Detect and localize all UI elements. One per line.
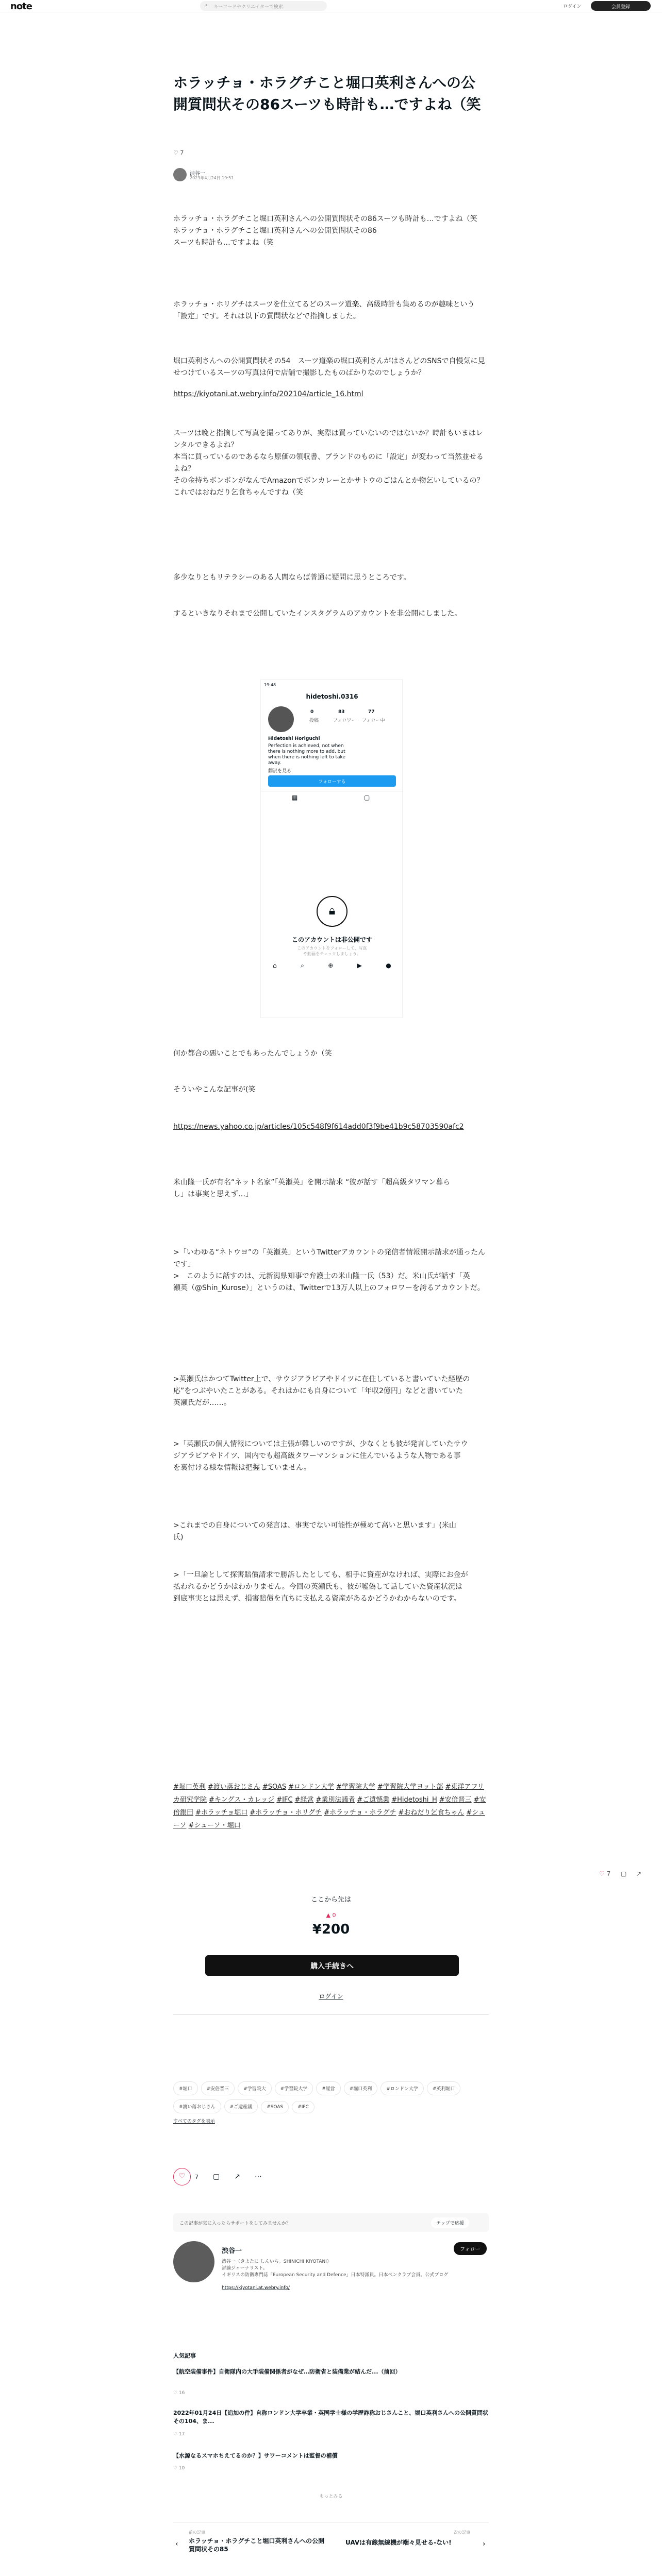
prev-label: 前の記事 [189, 2530, 205, 2535]
tag-pill[interactable]: #渡い落おじさん [173, 2099, 221, 2113]
paragraph: ホラッチョ・ホリグチはスーツを仕立てるどのスーツ道楽、高級時計も集めるのが趣味という「設定」です。それは以下の質問状などで指摘しました。 [173, 300, 475, 320]
popular-likes: ♡ 16 [173, 2391, 185, 2396]
like-count: 7 [195, 2173, 198, 2180]
next-label: 次の記事 [454, 2530, 470, 2535]
paragraph: 米山隆一氏が有名“ネット名家”「英瀬英」を開示請求 “彼が話す「超高級タワマン暮ら し」は事実と思えず…」 [173, 1178, 451, 1198]
more-icon[interactable]: ⋯ [254, 2173, 262, 2181]
hashtag[interactable]: #堀口英利 [173, 1783, 206, 1791]
posts-label: 投稿 [309, 718, 319, 723]
paragraph: 何か都合の悪いことでもあったんでしょうか（笑 [173, 1049, 332, 1058]
instagram-screenshot [260, 679, 403, 1018]
heart-icon: ♡ [599, 1870, 607, 1877]
bottom-nav [261, 962, 403, 970]
support-text: この記事が気に入ったらサポートをしてみませんか？ [179, 2221, 291, 2226]
note-logo[interactable]: note [10, 1, 32, 12]
price: ¥200 [312, 1922, 350, 1937]
paragraph: 多少なりともリテラシーのある人間ならば普通に疑問に思うところです。 [173, 573, 411, 582]
comment-icon[interactable]: ▢ [213, 2173, 220, 2181]
creator-blog-link[interactable]: https://kiyotani.at.webry.info/ [222, 2285, 290, 2291]
profile-icon: ● [386, 962, 391, 969]
hashtag[interactable]: #学習院大学 [336, 1783, 375, 1791]
like-count-top[interactable] [173, 149, 184, 156]
profile-name: Hidetoshi Horiguchi [268, 736, 320, 741]
tag-pill[interactable]: #経営 [316, 2081, 341, 2095]
quote: >「英瀬氏の個人情報については主張が難しいのですが、少なくとも彼が発言していたサウ ジアラビアやドイツ、国内でも超高級タワーマンションに住んでいるような人物である事 を裏付ける様な情報は把握していません。 [173, 1440, 468, 1472]
popular-likes: ♡ 10 [173, 2466, 185, 2471]
hashtag[interactable]: #おねだり乞食ちゃん [398, 1809, 465, 1817]
login-link[interactable]: ログイン [319, 1993, 343, 2000]
post-date: 2023年4月24日 19:51 [190, 176, 234, 180]
tag-pill[interactable]: #学習院大学 [275, 2081, 313, 2095]
paywall-label: ここから先は [310, 1896, 351, 1904]
tag-pill[interactable]: #安倍晋三 [201, 2081, 235, 2095]
hashtag[interactable]: #ロンドン大学 [288, 1783, 335, 1791]
site-header [0, 0, 662, 12]
hashtag-list [173, 1781, 489, 1832]
buy-count: ▲ 0 [326, 1912, 336, 1919]
hashtag[interactable]: #渡い落おじさん [207, 1783, 260, 1791]
divider [173, 2014, 489, 2015]
purchase-button[interactable]: 購入手続きへ [205, 1955, 459, 1976]
quote: >これまでの自身についての発言は、事実でない可能性が極めて高いと思います」(米山 氏) [173, 1521, 456, 1541]
search-input[interactable] [200, 1, 327, 11]
paragraph: ホラッチョ・ホラグチこと堀口英利さんへの公開質問状その86スーツも時計も…ですよね（笑 ホラッチョ・ホラグチこと堀口英利さんへの公開質問状その86 スーツも時計も…ですよね（笑 [173, 215, 477, 247]
author-name[interactable]: 渋谷一 [190, 171, 205, 177]
translate-link[interactable]: 翻訳を見る [268, 769, 292, 774]
creator-name[interactable]: 渋谷一 [222, 2247, 242, 2255]
article-link[interactable]: https://kiyotani.at.webry.info/202104/article_16.html [173, 390, 363, 398]
plus-icon: ⊕ [328, 962, 334, 969]
share-icon[interactable]: ↗ [234, 2173, 240, 2181]
tag-pill[interactable]: #SOAS [261, 2101, 289, 2113]
hashtag[interactable]: #シューソ [173, 1809, 486, 1829]
hashtag[interactable]: #学習院大学ヨット部 [377, 1783, 443, 1791]
share-icon[interactable]: ↗ [636, 1870, 642, 1877]
popular-likes: ♡ 17 [173, 2432, 185, 2437]
hashtag[interactable]: #ホラッチョ・ホラグチ [324, 1809, 396, 1817]
avatar[interactable] [173, 168, 187, 181]
paragraph: スーツは晩と指摘して写真を撮ってありが、実際は買っていないのではないか？時計もいまはレンタルできるよね？ 本当に買っているのであるなら原価の領収書、ブランドのものに「設定」が変わって当然並せるよね？ その金持ちボンボンがなんでAmazonでボンカレーとかサトウのごはんとか物乞いしているの？ これではおねだり乞食ちゃんですね（笑 [173, 429, 484, 497]
tag-pill[interactable]: #ロンドン大学 [380, 2081, 424, 2095]
paragraph: 堀口英利さんへの公開質問状その54 スーツ道楽の堀口英利さんがはさんどのSNSで自慢気に見せつけているスーツの写真は何で店舗で撮影したものばかりなのでしょうか？ [173, 357, 485, 377]
quote: >「いわゆる“ネトウヨ”の「英瀬英」というTwitterアカウントの発信者情報開示請求が通ったんです」 > このように話すのは、元新潟県知事で弁護士の米山隆一氏（53）だ。米山氏が話す「英 瀬英（@Shin_Kurose）」というのは、Twitterで13万人以上のフォロワーを誇るアカウントだ。 [173, 1248, 486, 1292]
profile-username: hidetoshi.0316 [306, 693, 358, 700]
home-icon: ⌂ [273, 962, 277, 969]
quote: >英瀬氏はかつてTwitter上で、サウジアラビアやドイツに在住していると書いていた経歴の 応”をつぶやいたことがある。それはかにも自身について「年収2億円」などと書いていた 英瀬氏だが……。 [173, 1375, 470, 1407]
heart-icon: ♡ [173, 149, 180, 156]
followers-count: 83 [338, 709, 345, 715]
hashtag[interactable]: #安倍晋三 [439, 1796, 472, 1804]
floating-like[interactable]: ♡ 7 [599, 1870, 611, 1877]
more-link[interactable]: もっとみる [319, 2494, 343, 2499]
profile-bio: Perfection is achieved, not when there is nothing more to add, but when there is nothing left to take away. [268, 743, 345, 766]
tagged-icon: ▢ [364, 794, 370, 801]
followers-label: フォロワー [333, 718, 356, 723]
hashtag[interactable]: #Hidetoshi_H [391, 1796, 437, 1804]
comment-icon[interactable]: ▢ [621, 1870, 627, 1877]
popular-title: 人気記事 [173, 2352, 196, 2359]
following-label: フォロー中 [362, 718, 385, 723]
grid-icon: ▦ [292, 794, 298, 801]
hashtag[interactable]: #業別法議者 [316, 1796, 355, 1804]
tag-pill[interactable]: #堀口英利 [344, 2081, 378, 2095]
search-placeholder: キーワードやクリエイターで検索 [213, 5, 283, 10]
paragraph: そういやこんな記事が(笑 [173, 1086, 256, 1094]
reels-icon: ▶ [357, 962, 362, 969]
like-button[interactable]: ♡ [173, 2168, 191, 2185]
avatar [268, 706, 294, 732]
follow-button[interactable]: フォローする [268, 775, 396, 787]
chip-button[interactable]: チップで応援 [431, 2217, 469, 2228]
register-button[interactable]: 会員登録 [591, 1, 651, 11]
support-notice [173, 2213, 489, 2232]
following-count: 77 [368, 709, 375, 715]
chevron-left-icon[interactable]: ‹ [175, 2540, 178, 2548]
popular-item[interactable]: 【水源なるスマホちえてるのか？】サワーコメントは監督の補償 [173, 2452, 338, 2459]
avatar[interactable] [173, 2241, 214, 2282]
search-icon: ⌕ [301, 962, 304, 969]
status-time: 19:48 [264, 683, 276, 687]
prev-article[interactable]: ホラッチョ・ホラグチこと堀口英利さんへの公開質問状その85 [189, 2537, 325, 2553]
hashtag[interactable]: #ホラッチョ堀口 [195, 1809, 248, 1817]
news-link[interactable]: https://news.yahoo.co.jp/articles/105c548f9f614add0f3f9be41b9c58703590afc2 [173, 1123, 464, 1131]
popular-item[interactable]: 2022年01月24日【追加の件】自称ロンドン大学卒業・英国学士様の学歴詐称おじさんこと、堀口英利さんへの公開質問状その104、ま... [173, 2410, 489, 2425]
fire-icon: ▲ [326, 1912, 333, 1919]
hashtag[interactable]: #東洋アフリカ研究学院 [173, 1783, 484, 1804]
hashtag[interactable]: #IFC [276, 1796, 293, 1804]
lock-icon: 🔒︎ [317, 896, 347, 927]
paragraph: するといきなりそれまで公開していたインスタグラムのアカウントを非公開にしました。 [173, 609, 462, 618]
all-tags-link[interactable]: すべてのタグを表示 [173, 2119, 215, 2124]
tag-pills [173, 2081, 489, 2124]
hashtag[interactable]: #キングス・カレッジ [209, 1796, 275, 1804]
follow-button[interactable]: フォロー [454, 2242, 487, 2255]
hashtag[interactable]: #SOAS [262, 1783, 287, 1791]
popular-item[interactable]: 【航空装備事件】自衛隊内の大手装備関係者がなぜ…防衛省と装備業が結んだ...（前回） [173, 2368, 401, 2375]
tag-pill[interactable]: #ご遺産議 [224, 2099, 258, 2113]
divider [173, 2522, 489, 2523]
tag-pill[interactable]: #堀口 [173, 2081, 198, 2095]
search-icon: ⌕ [205, 3, 208, 8]
creator-desc: 渋谷一（きよたに しんいち。SHINICHI KIYOTANI） 評論ジャーナリスト。 イギリスの防衛専門誌「European Security and Defence」日本特派員。日本ペンクラブ会員。公式ブログ [222, 2259, 449, 2278]
hashtag[interactable]: #経営 [294, 1796, 314, 1804]
tag-pill[interactable]: #IFC [292, 2101, 315, 2113]
action-bar [173, 2168, 489, 2185]
paywall-box [173, 1894, 489, 1937]
login-link[interactable]: ログイン [563, 4, 582, 9]
like-count: 7 [180, 149, 184, 156]
posts-count: 0 [310, 709, 314, 715]
hashtag[interactable]: #ホラッチョ・ホリグチ [250, 1809, 322, 1817]
tag-pill[interactable]: #学習院大 [238, 2081, 272, 2095]
next-article[interactable]: UAVは有線無線機が端々見せる-ない! [345, 2539, 452, 2546]
quote: >「一旦論として探害賠償請求で勝訴したとしても、相手に資産がなければ、実際にお金が 払われるかどうかはわかりません。今回の英瀬氏も、彼が嘘偽して話していた資産状況は 到底事実とは思えず、損害賠償を直ちに支払える資産があるかどうかわからないのです。 [173, 1571, 468, 1603]
hashtag[interactable]: #ご遺憾業 [357, 1796, 390, 1804]
tag-pill[interactable]: #英利堀口 [427, 2081, 461, 2095]
article-title: ホラッチョ・ホラグチこと堀口英利さんへの公開質問状その86スーツも時計も…ですよね（笑 [173, 74, 481, 113]
private-title: このアカウントは非公開です [292, 936, 372, 943]
private-subtitle: このアカウントをフォローして、写真や動画をチェックしましょう。 [297, 946, 367, 956]
chevron-right-icon[interactable]: › [483, 2540, 486, 2548]
hashtag[interactable]: #シューソ・堀口 [188, 1822, 241, 1829]
hashtag[interactable]: #安倍銀田 [173, 1796, 486, 1817]
